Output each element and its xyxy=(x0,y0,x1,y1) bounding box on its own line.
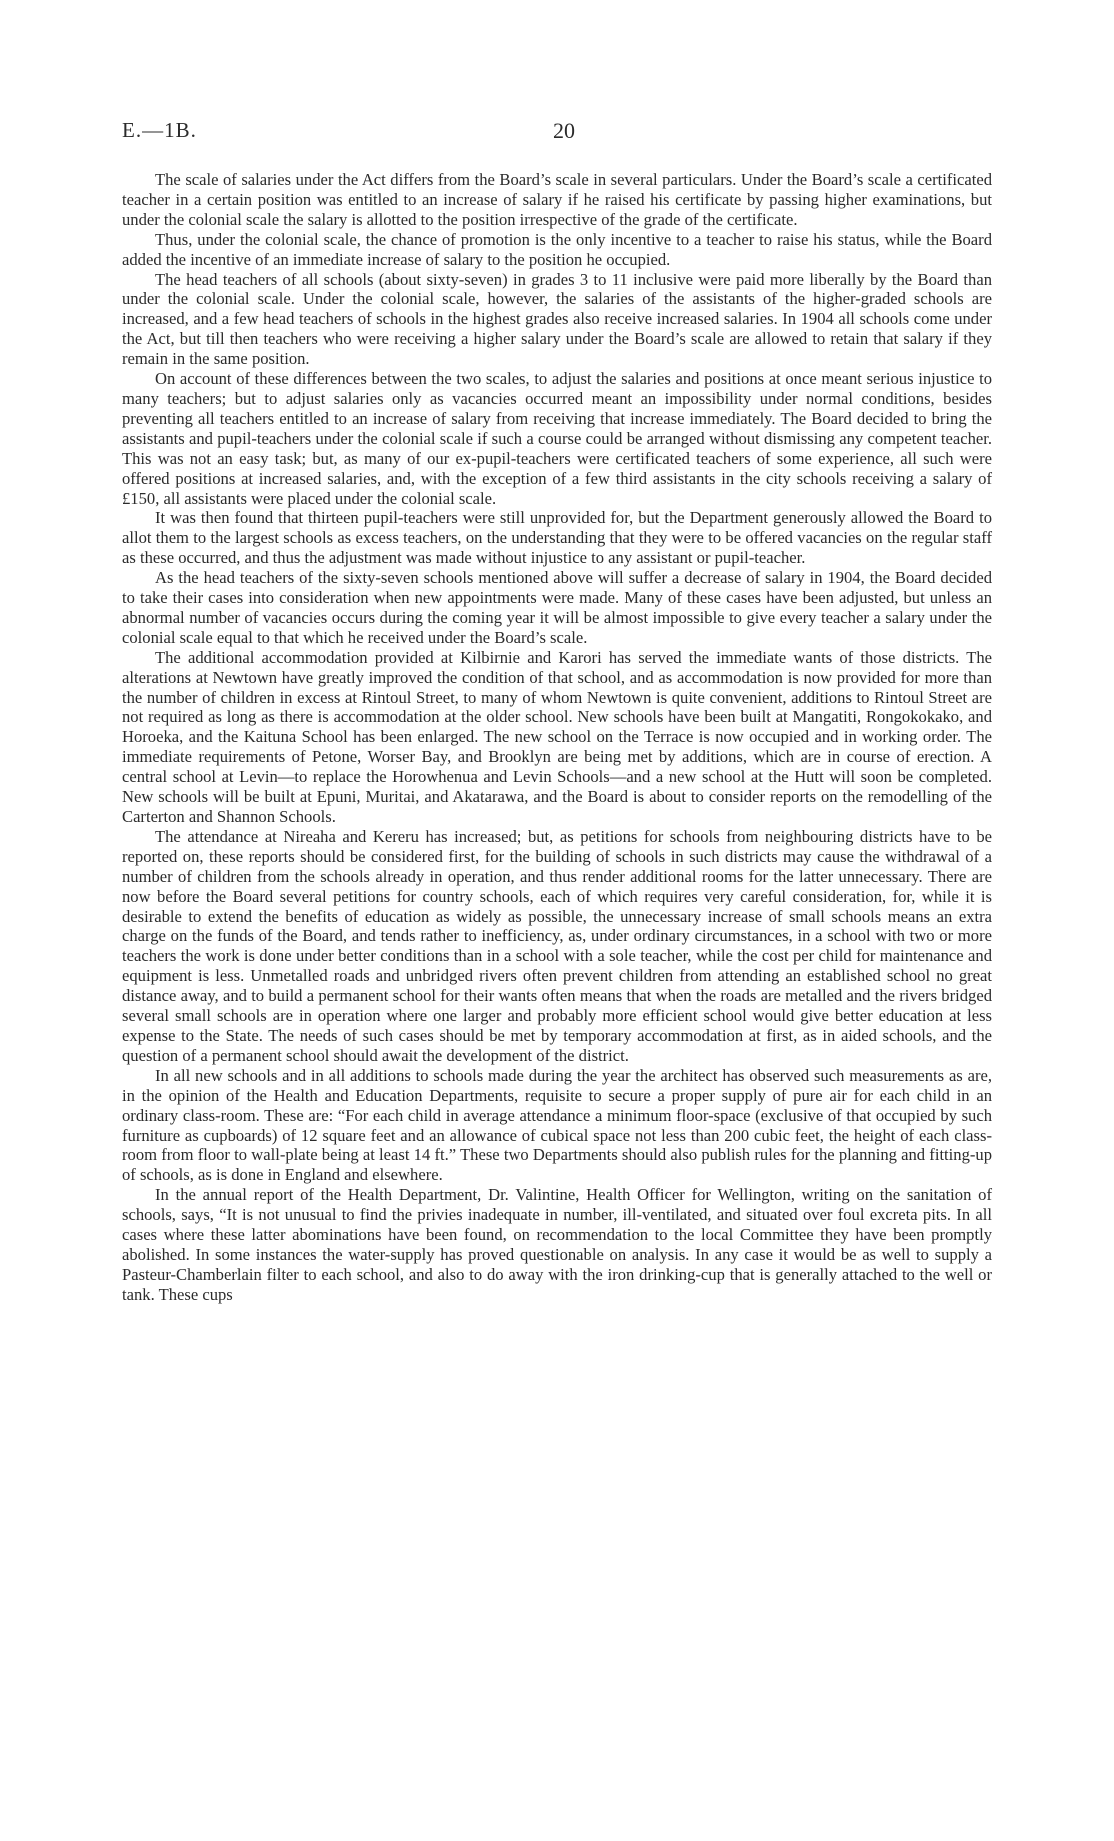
page-number: 20 xyxy=(553,118,575,143)
page-header xyxy=(122,118,992,150)
paragraph-attendance: The attendance at Nireaha and Kereru has increased; but, as petitions for schools from neighbouring districts have to be reported on, these reports should be considered first, for the building of schools in such districts may cause the withdrawal of a number of children from the schools already in operation, and thus render additional rooms for the latter unnecessary. There are now before the Board several petitions for country schools, each of which requires very careful consideration, for, while it is desirable to extend the benefits of education as widely as possible, the unnecessary increase of small schools means an extra charge on the funds of the Board, and tends rather to inefficiency, as, under ordinary circumstances, in a school with two or more teachers the work is done under better conditions than in a school with a sole teacher, while the cost per child for maintenance and equipment is less. Unmetalled roads and unbridged rivers often prevent children from attending an established school no great distance away, and to build a permanent school for their wants often means that when the roads are metalled and the rivers bridged several small schools are in operation where one larger and probably more efficient school would give better education at less expense to the State. The needs of such cases should be met by temporary accommodation at first, as in aided schools, and the question of a permanent school should await the development of the district. xyxy=(122,826,992,1065)
body-text xyxy=(122,170,992,1305)
paragraph-accommodation: The additional accommodation provided at Kilbirnie and Karori has served the immediate wants of those districts. The alterations at Newtown have greatly improved the condition of that school, and as accommodation is now provided for more than the number of children in excess at Rintoul Street, to many of whom Newtown is quite convenient, additions to Rintoul Street are not required as long as there is accommodation at the older school. New schools have been built at Mangatiti, Rongokokako, and Horoeka, and the Kaituna School has been enlarged. The new school on the Terrace is now occupied and in working order. The immediate requirements of Petone, Worser Bay, and Brooklyn are being met by additions, which are in course of erection. A central school at Levin—to replace the Horowhenua and Levin Schools—and a new school at the Hutt will soon be completed. New schools will be built at Epuni, Muritai, and Akatarawa, and the Board is about to consider reports on the remodelling of the Carterton and Shannon Schools. xyxy=(122,647,992,826)
paragraph-measurements: In all new schools and in all additions to schools made during the year the architect has observed such measurements as are, in the opinion of the Health and Education Departments, requisite to secure a proper supply of pure air for each child in an ordinary class-room. These are: “For each child in average attendance a minimum floor-space (exclusive of that occupied by such furniture as cupboards) of 12 square feet and an allowance of cubical space not less than 200 cubic feet, the height of each class-room from floor to wall-plate being at least 14 ft.” These two Departments should also publish rules for the planning and fitting-up of schools, as is done in England and elsewhere. xyxy=(122,1065,992,1185)
paragraph-pupil-teachers: It was then found that thirteen pupil-teachers were still unprovided for, but the Department generously allowed the Board to allot them to the largest schools as excess teachers, on the understanding that they were to be offered vacancies on the regular staff as these occurred, and thus the adjustment was made without injustice to any assistant or pupil-teacher. xyxy=(122,508,992,568)
paragraph-sanitation: In the annual report of the Health Department, Dr. Valintine, Health Officer for Wellington, writing on the sanitation of schools, says, “It is not unusual to find the privies inadequate in number, ill-ventilated, and situated over foul excreta pits. In all cases where these latter abominations have been found, on recommendation to the local Committee they have been promptly abolished. In some instances the water-supply has proved questionable on analysis. In any case it would be as well to supply a Pasteur-Chamberlain filter to each school, and also to do away with the iron drinking-cup that is generally attached to the well or tank. These cups xyxy=(122,1185,992,1304)
paragraph-salary-scales: The scale of salaries under the Act differs from the Board’s scale in several particulars. Under the Board’s scale a certificated teacher in a certain position was entitled to an increase of salary if he raised his certificate by passing higher examinations, but under the colonial scale the salary is allotted to the position irrespective of the grade of the certificate. xyxy=(122,170,992,229)
document-reference: E.—1B. xyxy=(122,118,197,142)
paragraph-promotion: Thus, under the colonial scale, the chance of promotion is the only incentive to a teacher to raise his status, while the Board added the incentive of an immediate increase of salary to the position he occupied. xyxy=(122,229,992,269)
paragraph-adjustment: On account of these differences between the two scales, to adjust the salaries and positions at once meant serious injustice to many teachers; but to adjust salaries only as vacancies occurred meant an impossibility under normal conditions, besides preventing all teachers entitled to an increase of salary from receiving that increase immediately. The Board decided to bring the assistants and pupil-teachers under the colonial scale if such a course could be arranged without dismissing any competent teacher. This was not an easy task; but, as many of our ex-pupil-teachers were certificated teachers of some experience, all such were offered positions at increased salaries, and, with the exception of a few third assistants in the city schools receiving a salary of £150, all assistants were placed under the colonial scale. xyxy=(122,369,992,508)
paragraph-salary-decrease: As the head teachers of the sixty-seven schools mentioned above will suffer a decrease of salary in 1904, the Board decided to take their cases into consideration when new appointments were made. Many of these cases have been adjusted, but unless an abnormal number of vacancies occurs during the coming year it will be almost impossible to give every teacher a salary under the colonial scale equal to that which he received under the Board’s scale. xyxy=(122,568,992,647)
paragraph-head-teachers: The head teachers of all schools (about sixty-seven) in grades 3 to 11 inclusive were paid more liberally by the Board than under the colonial scale. Under the colonial scale, however, the salaries of the assistants of the higher-graded schools are increased, and a few head teachers of schools in the highest grades also receive increased salaries. In 1904 all schools come under the Act, but till then teachers who were receiving a higher salary under the Board’s scale are allowed to retain that salary if they remain in the same position. xyxy=(122,269,992,369)
